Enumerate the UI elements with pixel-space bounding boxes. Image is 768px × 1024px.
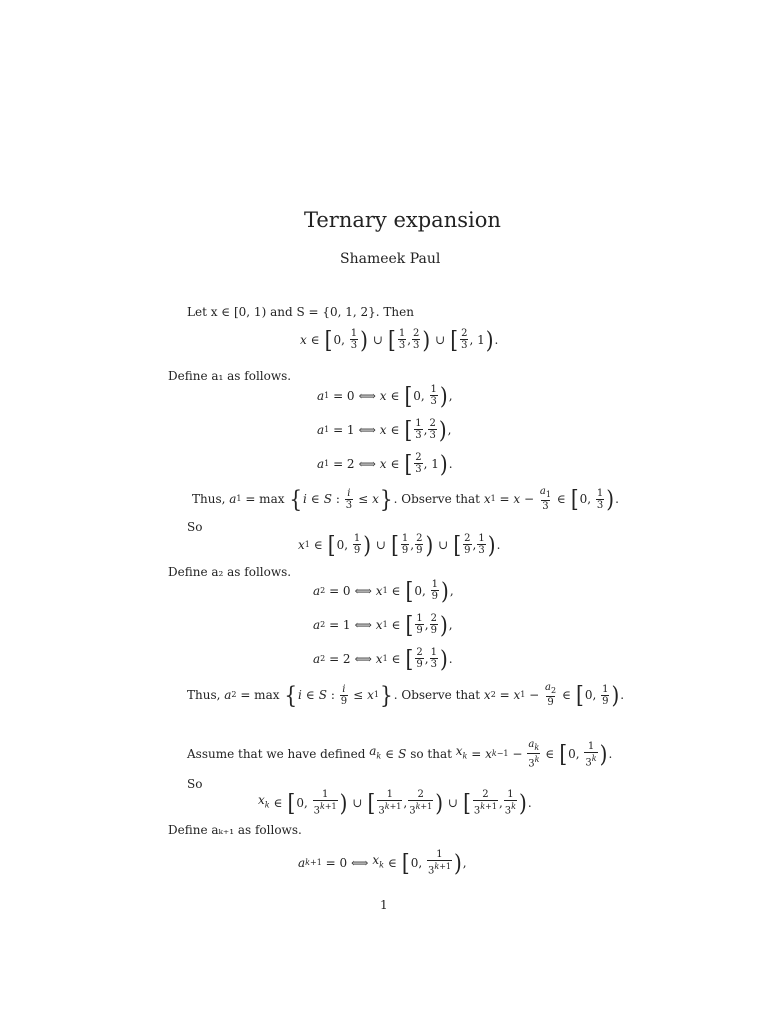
a1-case-0: a 1 = 0 ⟺ x ∈ [ 0, $\frac{1}{3}$ ) , <box>317 381 453 410</box>
page-title: Ternary expansion <box>304 208 501 232</box>
a1-case-1: a 1 = 1 ⟺ x ∈ [ $\frac{1}{3}$ , $\frac{2}{3}$ ) , <box>317 415 452 444</box>
so-2: So <box>187 777 203 791</box>
define-a1: Define a₁ as follows. <box>168 369 292 383</box>
a2-case-0: a 2 = 0 ⟺ x 1 ∈ [ 0, $\frac{1}{9}$ ) , <box>313 576 454 605</box>
eq-intro: x ∈ [ 0, $\frac{1}{3}$ ) ∪ [ $\frac{1}{3}$ , $\frac{2}{3}$ ) ∪ [ $\frac{2}{3}$ , 1 ) . <box>300 325 499 354</box>
eq-xk: $x_k$ ∈ [ 0, $\frac{1}{3^{k+1}}$ ) ∪ [ $\frac{1}{3^{k+1}}$ , $\frac{2}{3^{k+1}}$ ) ∪ [ $\frac{2}{3^{k+1}}$ , $\frac{1}{3^k}$ ) . <box>258 788 532 817</box>
thus-a1: Thus, a 1 = max { i ∈ S : $\frac{i}{3}$ ≤ x } . Observe that x 1 = x − $\frac{a_1}{3}$ ∈ [ 0, $\frac{1}{3}$ ) . <box>192 485 619 513</box>
a2-case-2: a 2 = 2 ⟺ x 1 ∈ [ $\frac{2}{9}$ , $\frac{1}{3}$ ) . <box>313 644 453 673</box>
define-ak1: Define aₖ₊₁ as follows. <box>168 823 302 837</box>
page-number: 1 <box>380 898 388 912</box>
assume-ak: Assume that we have defined $a_k$ ∈ S so that $x_k$ = x k−1 − $\frac{a_k}{3^k}$ ∈ [ 0, $\frac{1}{3^k}$ ) . <box>187 739 613 770</box>
eq-x1: x 1 ∈ [ 0, $\frac{1}{9}$ ) ∪ [ $\frac{1}{9}$ , $\frac{2}{9}$ ) ∪ [ $\frac{2}{9}$ , $\frac{1}{3}$ ) . <box>298 530 501 559</box>
so-1: So <box>187 520 203 534</box>
a1-case-2: a 1 = 2 ⟺ x ∈ [ $\frac{2}{3}$ , 1 ) . <box>317 449 453 478</box>
author-name: Shameek Paul <box>340 251 441 267</box>
a2-case-1: a 2 = 1 ⟺ x 1 ∈ [ $\frac{1}{9}$ , $\frac{2}{9}$ ) , <box>313 610 453 639</box>
thus-a2: Thus, a 2 = max { i ∈ S : $\frac{i}{9}$ ≤ x 1 } . Observe that x 2 = x 1 − $\frac{a_2}{9}$ ∈ [ 0, $\frac{1}{9}$ ) . <box>187 681 625 709</box>
ak1-case-0: a k+1 = 0 ⟺ $x_k$ ∈ [ 0, $\frac{1}{3^{k+1}}$ ) , <box>298 848 467 877</box>
define-a2: Define a₂ as follows. <box>168 565 292 579</box>
intro-sentence: Let x ∈ [0, 1) and S = {0, 1, 2}. Then <box>187 305 414 319</box>
